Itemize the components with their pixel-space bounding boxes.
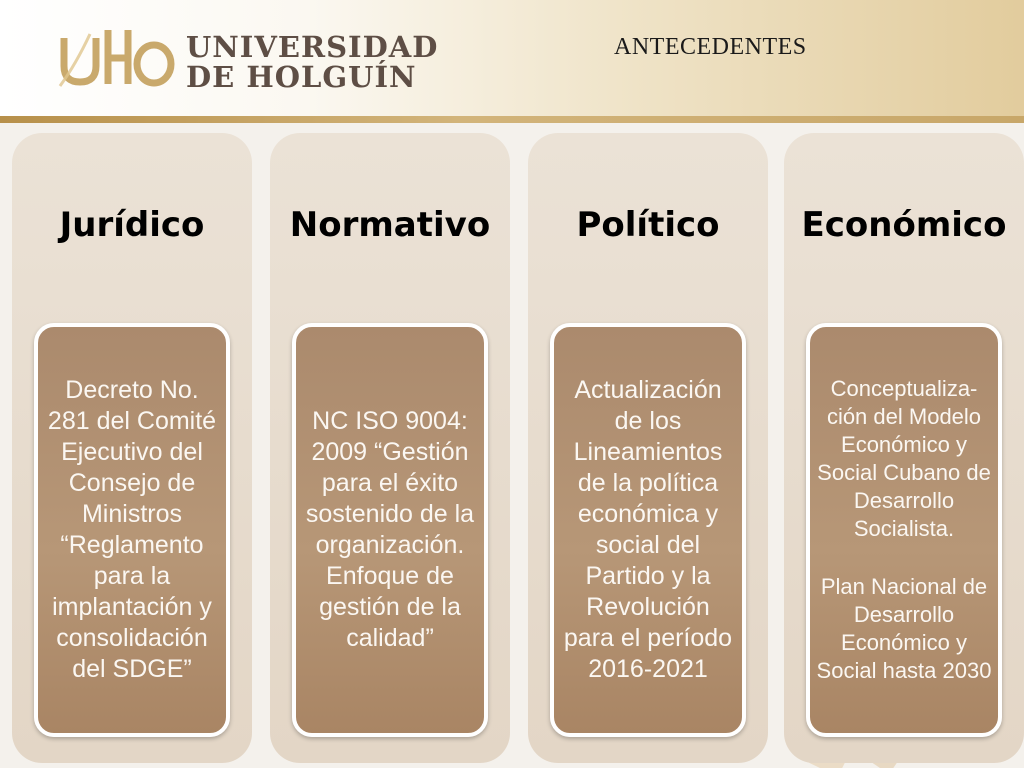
column-card [34, 323, 230, 737]
column-card [806, 323, 1002, 737]
card-text: Conceptualiza-ción del Modelo Económico y Social Cubano de Desarrollo Socialista. [817, 376, 991, 541]
logo-line-2: DE HOLGUÍN [186, 60, 417, 94]
column-heading: Jurídico [59, 205, 205, 245]
column-juridico [12, 133, 252, 763]
university-logo [56, 24, 439, 94]
uho-logo-mark [56, 24, 176, 90]
column-heading: Normativo [289, 205, 491, 245]
logo-line-1: UNIVERSIDAD [186, 30, 439, 64]
column-heading: Económico [801, 205, 1007, 245]
card-text: Decreto No. 281 del Comité Ejecutivo del Consejo de Ministros “Reglamento para la implantación y consolidación del SDGE” [47, 376, 217, 683]
card-text: Actualización de los Lineamientos de la política económica y social del Partido y la Revolución para el período 2016-2021 [563, 376, 733, 683]
column-heading: Político [576, 205, 720, 245]
header-band [0, 0, 1024, 118]
card-text: Plan Nacional de Desarrollo Económico y Social hasta 2030 [816, 574, 992, 683]
column-card [292, 323, 488, 737]
header-divider [0, 116, 1024, 123]
section-title: ANTECEDENTES [614, 34, 807, 60]
column-economico [784, 133, 1024, 763]
column-card [550, 323, 746, 737]
column-politico [528, 133, 768, 763]
card-text: NC ISO 9004: 2009 “Gestión para el éxito sostenido de la organización. Enfoque de gestión de la calidad” [305, 407, 475, 652]
column-normativo [270, 133, 510, 763]
